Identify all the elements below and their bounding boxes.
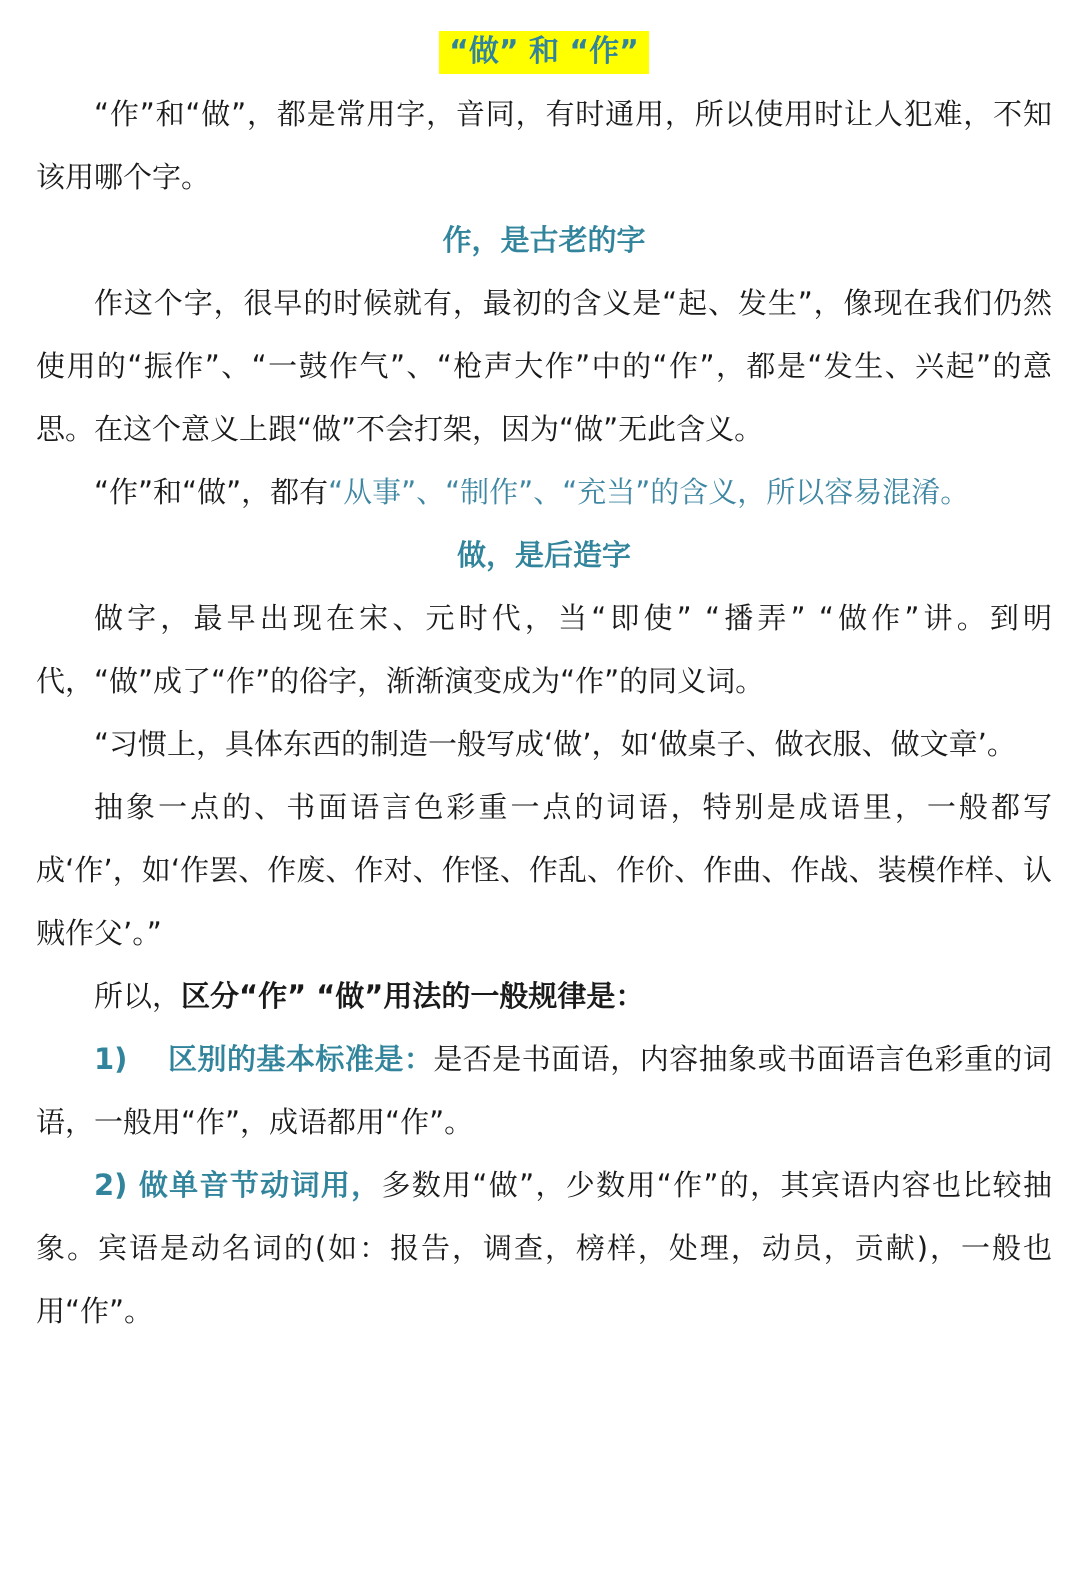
rule2-paragraph <box>36 1154 1052 1343</box>
doc-title-row <box>36 20 1052 83</box>
overlap-paragraph-teal-run: “从事”、“制作”、“充当”的含义，所以容易混淆。 <box>328 475 970 509</box>
therefore-paragraph <box>36 965 1052 1028</box>
abstract-quote-paragraph: 抽象一点的、书面语言色彩重一点的词语，特别是成语里，一般都写成‘作’，如‘作罢、作废、作对、作怪、作乱、作价、作曲、作战、装模作样、认贼作父’。” <box>36 790 1052 950</box>
rule1-lead: 1) 区别的基本标准是： <box>94 1042 434 1076</box>
overlap-paragraph <box>36 461 1052 524</box>
zuo-history-paragraph: 作这个字，很早的时候就有，最初的含义是“起、发生”，像现在我们仍然使用的“振作”、“一鼓作气”、“枪声大作”中的“作”，都是“发生、兴起”的意思。在这个意义上跟“做”不会打架，因为“做”无此含义。 <box>36 286 1052 446</box>
rule1-paragraph <box>36 1028 1052 1154</box>
zuo-later-history-paragraph: 做字，最早出现在宋、元时代，当“即使” “播弄” “做作”讲。到明代，“做”成了“作”的俗字，渐渐演变成为“作”的同义词。 <box>36 601 1052 698</box>
doc-title: “做” 和 “作” <box>439 31 649 74</box>
therefore-bold-run: 区分“作” “做”用法的一般规律是： <box>181 979 645 1013</box>
habit-quote-paragraph: “习惯上，具体东西的制造一般写成‘做’，如‘做桌子、做衣服、做文章’。 <box>94 727 1016 761</box>
section-heading-zuo-old: 作，是古老的字 <box>442 223 646 257</box>
rule1-body: 是否是书面语，内容抽象或书面语言色彩重的词语，一般用“作”，成语都用“作”。 <box>36 1042 1052 1139</box>
rule2-body: 多数用“做”，少数用“作”的，其宾语内容也比较抽象。宾语是动名词的(如：报告，调查，榜样，处理，动员，贡献)，一般也用“作”。 <box>36 1168 1052 1328</box>
rule2-lead: 2) 做单音节动词用， <box>94 1168 382 1202</box>
overlap-paragraph-black-run: “作”和“做”，都有 <box>94 475 329 509</box>
intro-paragraph: “作”和“做”，都是常用字，音同，有时通用，所以使用时让人犯难，不知该用哪个字。 <box>36 97 1052 194</box>
therefore-normal-run: 所以， <box>94 979 182 1013</box>
section-heading-zuo-later: 做，是后造字 <box>456 538 631 572</box>
